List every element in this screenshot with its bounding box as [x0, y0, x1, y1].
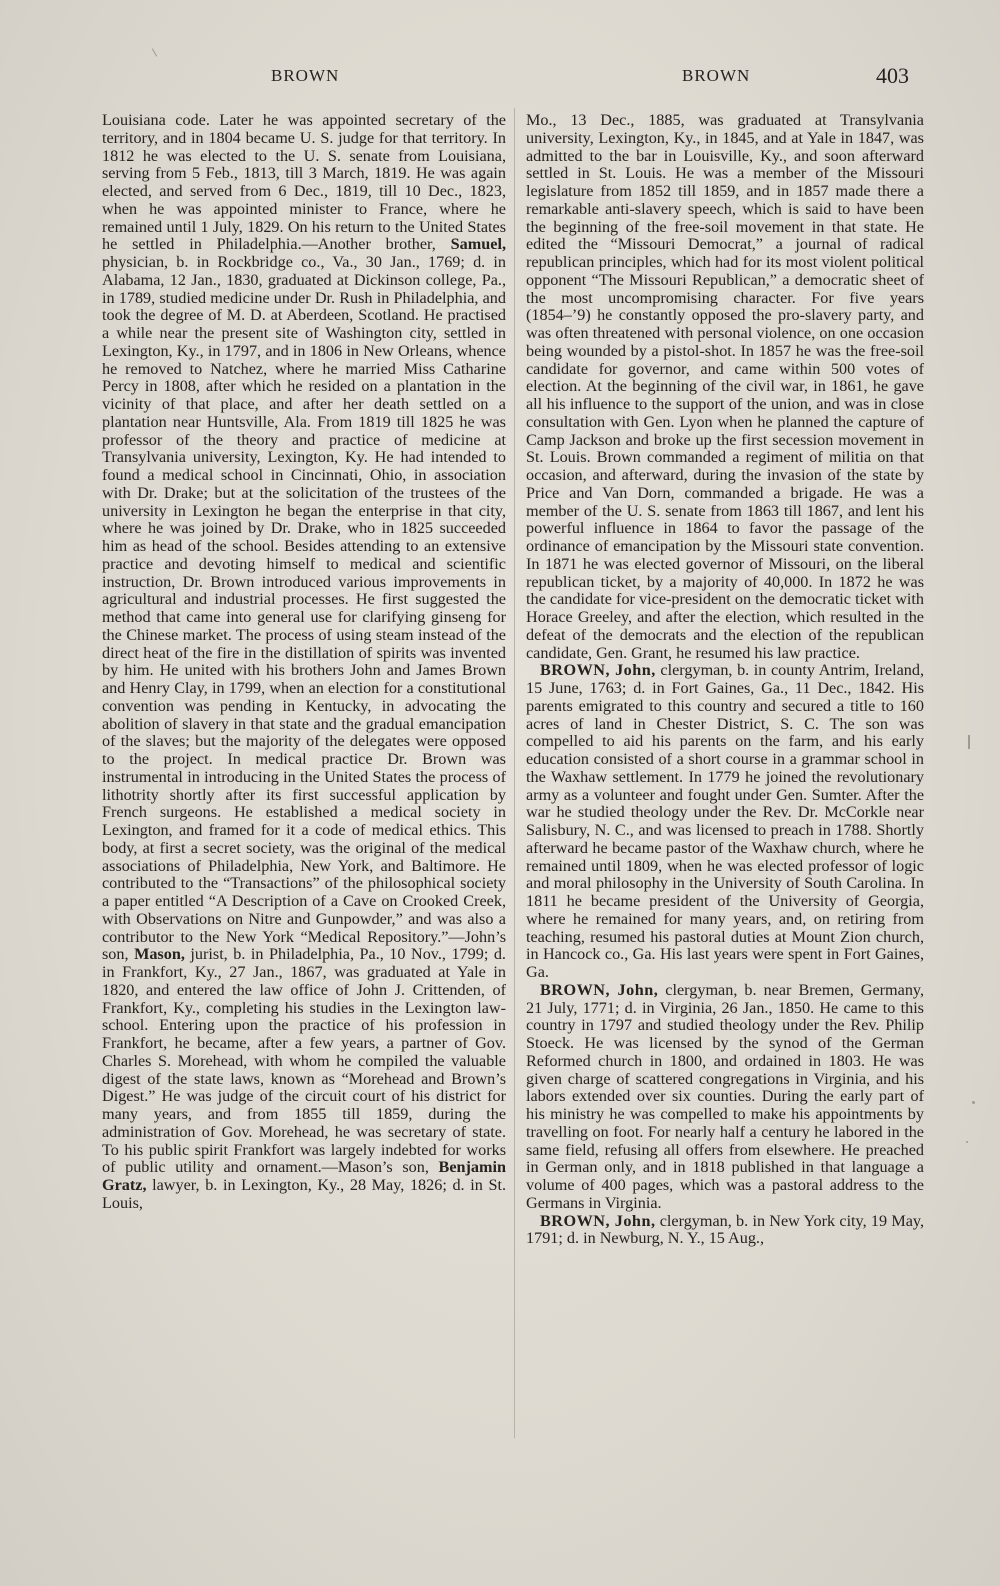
name-benjamin-gratz: Benjamin Gratz,	[102, 1158, 506, 1194]
left-running-head: BROWN	[271, 66, 340, 85]
text-segment: physician, b. in Rockbridge co., Va., 30 Jan., 1769; d. in Alabama, 12 Jan., 1830, graduated at Dickinson college, Pa., in 1789, studied medicine under Dr. Rush in Philadelphia, and took the degree of M. D. at Aberdeen, Scotland. He practised a while near the present site of Washington city, settled in Lexington, Ky., in 1797, and in 1806 in New Orleans, whence he removed to Natchez, where he married Miss Catharine Percy in 1808, after which he resided on a plantation in the vicinity of that place, and after her death settled on a plantation near Huntsville, Ala. From 1819 till 1825 he was professor of the theory and practice of medicine at Transylvania university, Lexington, Ky. He had intended to found a medical school in Cincinnati, Ohio, in association with Dr. Drake; but at the solicitation of the trustees of the university in Lexington he began the enterprise in that city, where he was joined by Dr. Drake, who in 1825 succeeded him as head of the school. Besides attending to an extensive practice and devoting himself to medical and scientific instruction, Dr. Brown introduced various improvements in agricultural and industrial processes. He first suggested the method that came into general use for clarifying ginseng for the Chinese market. The process of using steam instead of the direct heat of the fire in the distillation of spirits was invented by him. He united with his brothers John and James Brown and Henry Clay, in 1799, when an election for a constitutional convention was pending in Kentucky, in advocating the abolition of slavery in that state and the gradual emancipation of the slaves; but the majority of the delegates were opposed to the project. In medical practice Dr. Brown was instrumental in introducing in the United States the process of lithotrity shortly after its first successful application by French surgeons. He established a medical society in Lexington, and framed for it a code of medical ethics. This body, at first a secret society, was the original of the medical associations of Philadelphia, New York, and Baltimore. He contributed to the “Transactions” of the philosophical society a paper entitled “A Description of a Cave on Crooked Creek, with Observations on Nitre and Gunpowder,” and was also a contributor to the New York “Medical Repository.”—John’s son,	[102, 253, 506, 964]
entry-text: clergyman, b. in county Antrim, Ireland, 15 June, 1763; d. in Fort Gaines, Ga., 11 Dec., 1842. His parents emigrated to this country and secured a title to 160 acres of land in Chester District, S. C. The son was compelled to aid his parents on the farm, and his early education consisted of a short course in a grammar school in the Waxhaw settlement. In 1779 he joined the revolutionary army as a volunteer and fought under Gen. Sumter. After the war he studied theology under the Rev. Dr. McCorkle near Salisbury, N. C., and was licensed to preach in 1788. Shortly afterward he became pastor of the Waxhaw church, where he remained until 1809, when he was elected professor of logic and moral philosophy in the University of South Carolina. In 1811 he became president of the University of Georgia, where he remained for many years, and, on retiring from teaching, resumed his pastoral duties at Mount Zion church, in Hancock co., Ga. His last years were spent in Fort Gaines, Ga.	[526, 661, 924, 981]
entry-headword: BROWN, John,	[540, 980, 659, 999]
text-segment: Louisiana code. Later he was appointed secretary of the territory, and in 1804 became U. S. judge for that territory. In 1812 he was elected to the U. S. senate from Louisiana, serving from 5 Feb., 1813, till 3 March, 1819. He was again elected, and served from 6 Dec., 1819, till 10 Dec., 1823, when he was appointed minister to France, where he remained until 1 July, 1829. On his return to the United States he settled in Philadelphia.—Another brother,	[102, 111, 506, 254]
text-segment: lawyer, b. in Lexington, Ky., 28 May, 1826; d. in St. Louis,	[102, 1176, 506, 1212]
entry-continuation-paragraph	[102, 112, 506, 1213]
scan-mark	[968, 735, 970, 749]
right-column	[526, 112, 924, 1248]
entry-headword: BROWN, John,	[540, 1211, 656, 1230]
page-number: 403	[876, 63, 909, 88]
scan-mark	[972, 1101, 975, 1104]
right-running-head: BROWN	[682, 66, 751, 85]
column-divider	[514, 108, 515, 1438]
entry-headword: BROWN, John,	[540, 661, 656, 680]
entry-text: clergyman, b. in New York city, 19 May, 1791; d. in Newburg, N. Y., 15 Aug.,	[526, 1211, 924, 1248]
left-column	[102, 112, 506, 1213]
page-header	[0, 64, 1000, 94]
name-mason: Mason,	[134, 945, 185, 964]
name-samuel: Samuel,	[450, 235, 506, 254]
scan-mark	[966, 1141, 968, 1143]
entry-john-brown-1791	[526, 1213, 924, 1249]
scan-mark	[152, 48, 157, 56]
entry-continuation-paragraph: Mo., 13 Dec., 1885, was graduated at Transylvania university, Lexington, Ky., in 1845, and at Yale in 1847, was admitted to the bar in Louisville, Ky., and soon afterward settled in St. Louis. He was a member of the Missouri legislature from 1852 till 1859, and in 1857 made there a remarkable anti-slavery speech, which is said to have been the beginning of the free-soil movement in that state. He edited the “Missouri Democrat,” a journal of radical republican principles, which had for its most violent political opponent “The Missouri Republican,” a democratic sheet of the most uncompromising character. For five years (1854–’9) he constantly opposed the pro-slavery party, and was often threatened with personal violence, on one occasion being wounded by a pistol-shot. In 1857 he was the free-soil candidate for governor, and came within 500 votes of election. At the beginning of the civil war, in 1861, he gave all his influence to the support of the union, and was in close consultation with Gen. Lyon when he planned the capture of Camp Jackson and broke up the first secession movement in St. Louis. Brown commanded a regiment of militia on that occasion, and afterward, during the invasion of the state by Price and Van Dorn, commanded a brigade. He was a member of the U. S. senate from 1863 till 1867, and lent his powerful influence in 1864 to favor the passage of the ordinance of emancipation by the Missouri state convention. In 1871 he was elected governor of Missouri, on the liberal republican ticket, by a majority of 40,000. In 1872 he was the candidate for vice-president on the democratic ticket with Horace Greeley, and after the election, which resulted in the defeat of the democrats and the election of the republican candidate, Gen. Grant, he resumed his law practice.	[526, 111, 924, 662]
entry-john-brown-1763	[526, 662, 924, 982]
entry-text: clergyman, b. near Bremen, Germany, 21 July, 1771; d. in Virginia, 26 Jan., 1850. He came to this country in 1797 and studied theology under the Rev. Philip Stoeck. He was licensed by the synod of the German Reformed church in 1800, and ordained in 1803. He was given charge of scattered congregations in Virginia, and his labors extended over six counties. During the early part of his ministry he was compelled to make his appointments by travelling on foot. For nearly half a century he labored in the same field, refusing all offers from elsewhere. He preached in German only, and in 1818 published in that language a volume of 400 pages, which was a pastoral address to the Germans in Virginia.	[526, 980, 925, 1212]
text-segment: jurist, b. in Philadelphia, Pa., 10 Nov., 1799; d. in Frankfort, Ky., 27 Jan., 1867, was graduated at Yale in 1820, and entered the law office of John J. Crittenden, of Frankfort, Ky., completing his studies in the Lexington law-school. Entering upon the practice of his profession in Frankfort, he became, after a few years, a partner of Gov. Charles S. Morehead, with whom he compiled the valuable digest of the state laws, known as “Morehead and Brown’s Digest.” He was judge of the circuit court of his district for many years, and from 1855 till 1859, during the administration of Gov. Morehead, he was secretary of state. To his public spirit Frankfort was largely indebted for works of public utility and ornament.—Mason’s son,	[102, 945, 506, 1177]
entry-john-brown-1771	[526, 982, 924, 1213]
